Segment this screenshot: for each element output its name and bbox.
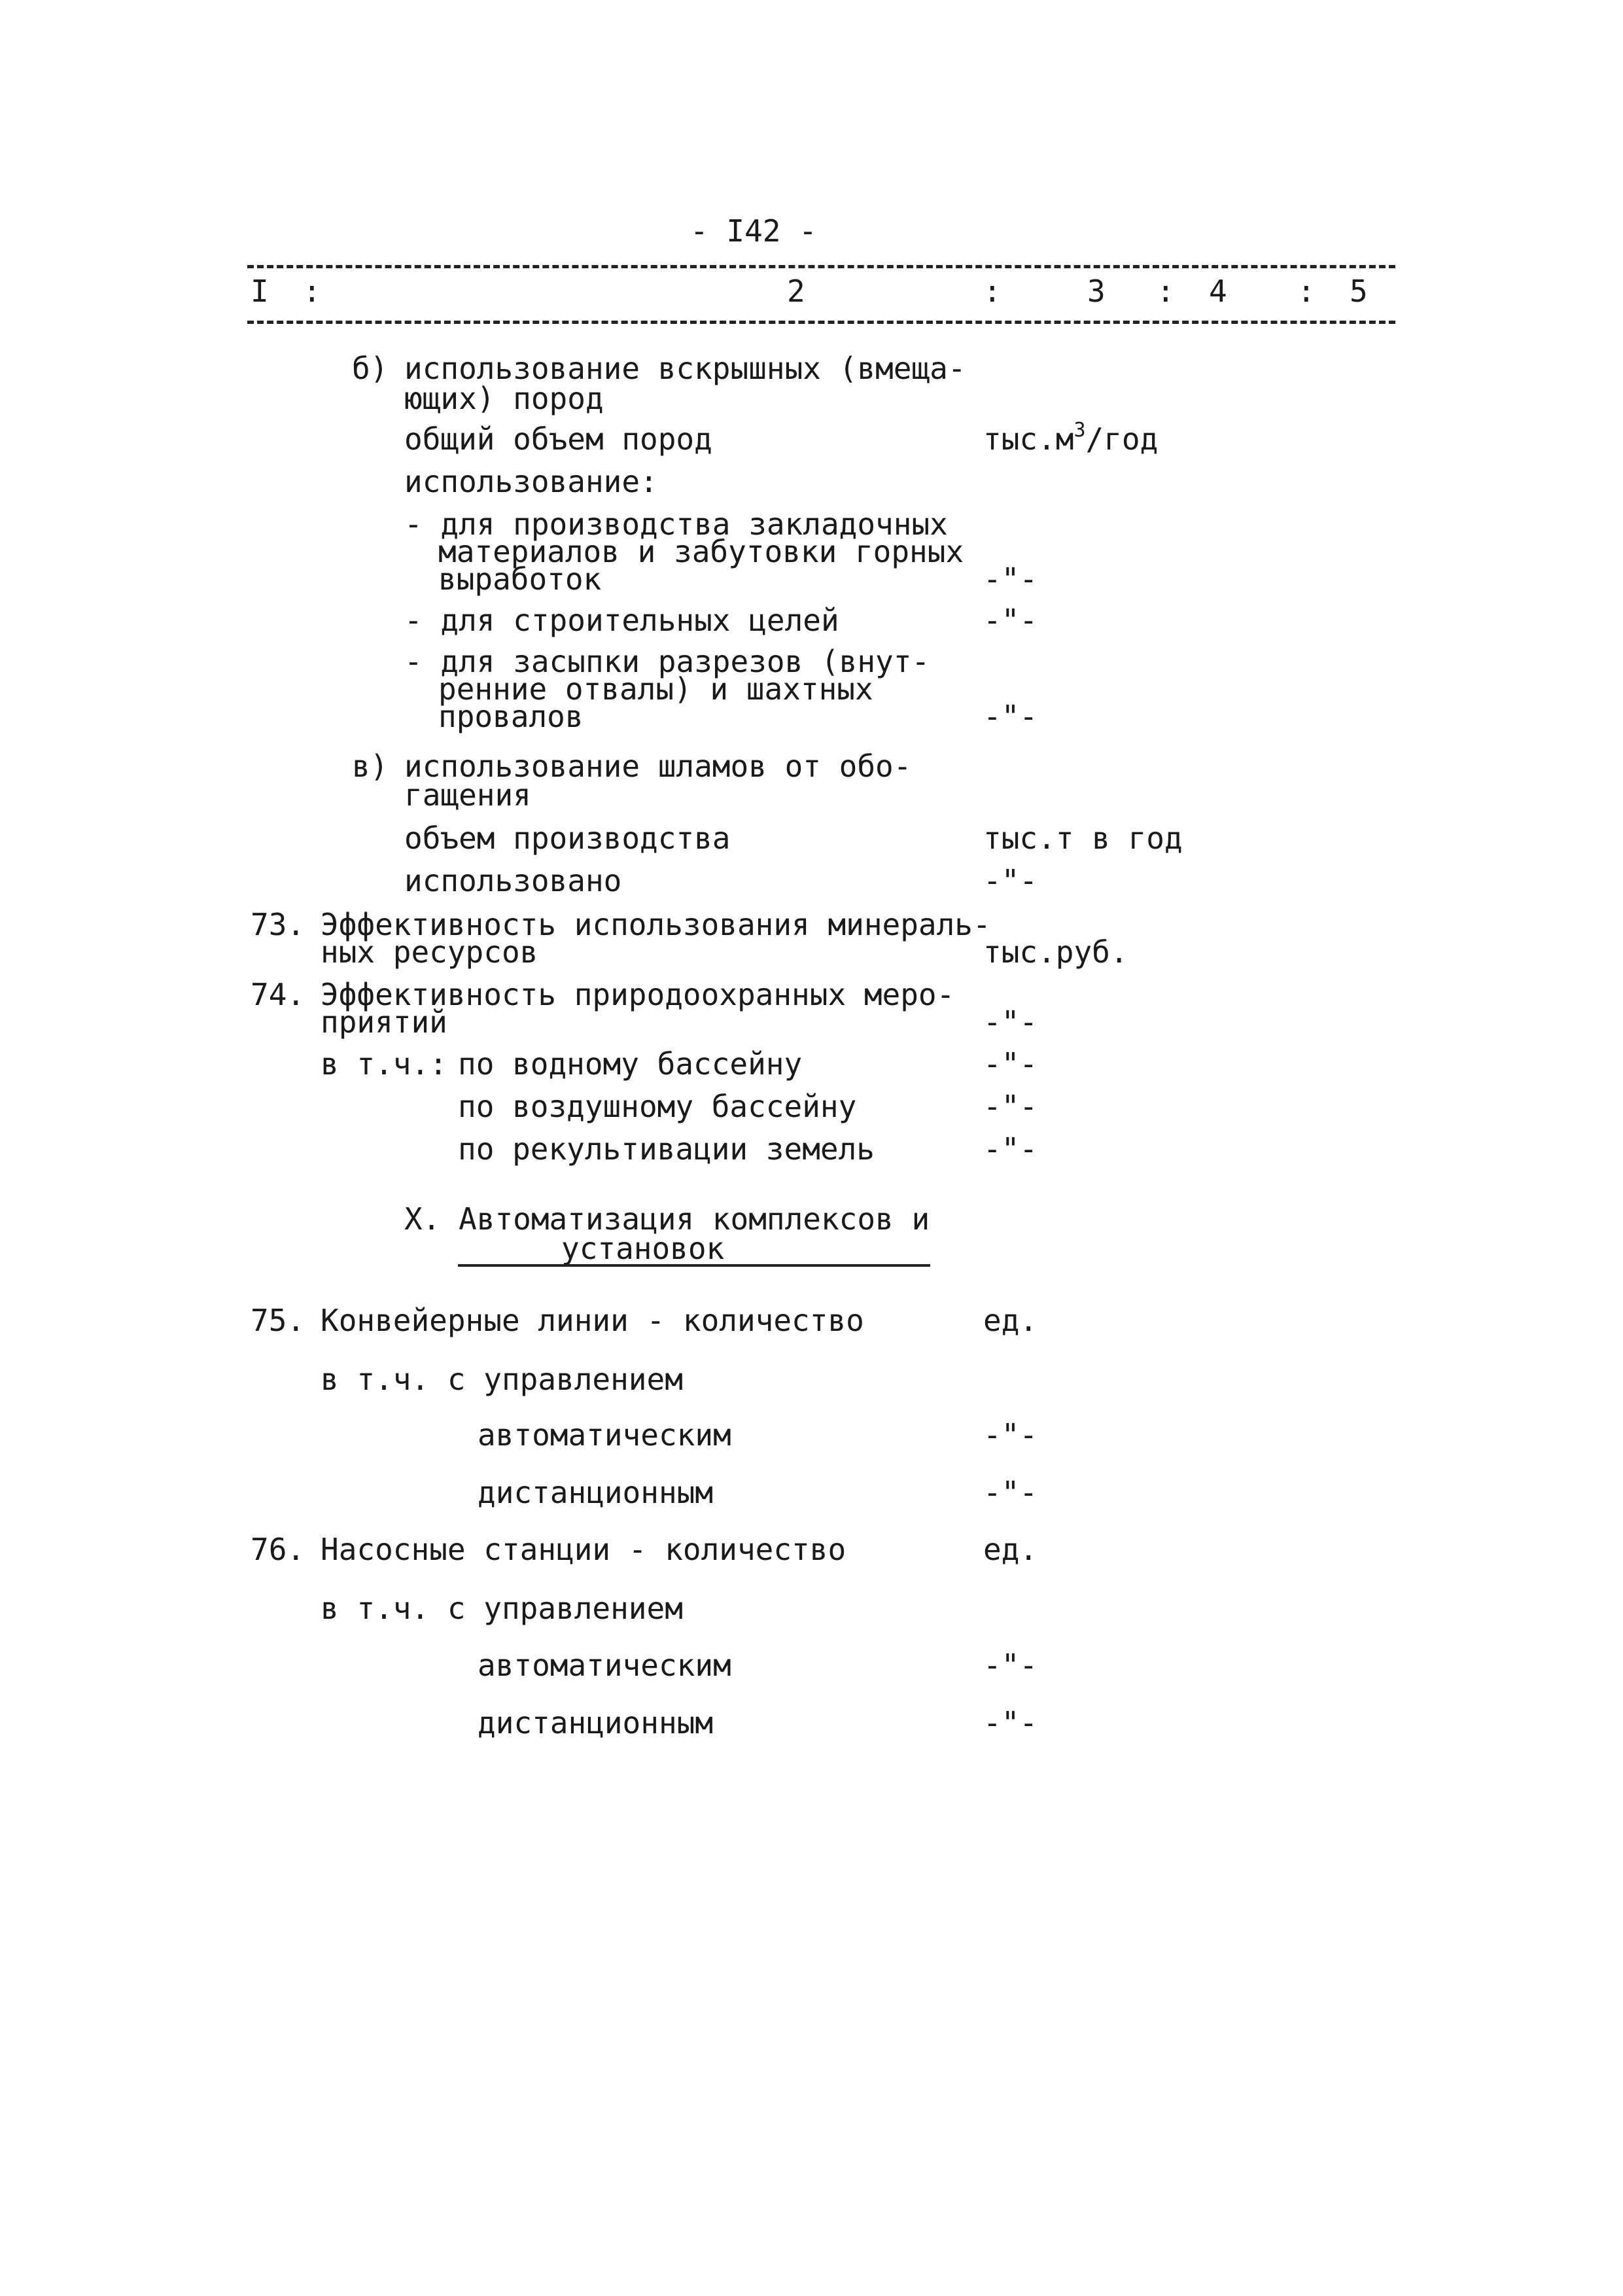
page-number: - I42 -: [690, 213, 817, 249]
row-unit: -"-: [983, 1705, 1038, 1740]
sub-item: по воздушному бассейну: [458, 1089, 857, 1124]
section-b-title: ющих) пород: [404, 381, 604, 416]
row-unit: -"-: [983, 1046, 1038, 1082]
row-unit: [983, 418, 1159, 457]
section-v-title: гащения: [404, 777, 531, 813]
section-heading: X. Автоматизация комплексов и: [404, 1201, 930, 1237]
item-number: 74.: [251, 977, 305, 1012]
section-b-label: б): [352, 351, 389, 386]
sub-item: автоматическим: [478, 1417, 731, 1453]
item-title: Насосные станции - количество: [321, 1532, 846, 1567]
list-item: провалов: [438, 699, 584, 734]
list-item: выработок: [438, 561, 602, 597]
row-unit: ед.: [983, 1532, 1038, 1567]
item-title: Конвейерные линии - количество: [321, 1303, 864, 1338]
col-header-2: 2: [787, 274, 805, 309]
list-item: материалов и забутовки горных: [438, 534, 964, 569]
row-label: использование:: [404, 464, 658, 499]
row-unit: -"-: [983, 1475, 1038, 1510]
row-label: общий объем пород: [404, 421, 712, 457]
item-number: 75.: [251, 1303, 305, 1338]
list-item: - для производства закладочных: [404, 506, 948, 542]
sub-item: по водному бассейну: [458, 1046, 803, 1082]
col-separator: :: [983, 274, 1002, 309]
header-rule-top: [247, 265, 1395, 268]
row-unit: -"-: [983, 699, 1038, 734]
row-unit: -"-: [983, 1648, 1038, 1683]
row-unit: тыс.руб.: [983, 934, 1128, 970]
sub-item: автоматическим: [478, 1648, 731, 1683]
header-rule-bottom: [247, 321, 1395, 324]
sub-item: дистанционным: [478, 1705, 714, 1740]
section-v-label: в): [352, 749, 389, 784]
col-header-3: 3: [1087, 274, 1106, 309]
col-separator: :: [303, 274, 321, 309]
col-header-1: I: [251, 274, 269, 309]
item-number: 73.: [251, 907, 305, 942]
list-item: - для засыпки разрезов (внут-: [404, 644, 930, 679]
incl-label: в т.ч. с управлением: [321, 1362, 683, 1397]
unit-superscript: 3: [1073, 418, 1086, 442]
item-number: 76.: [251, 1532, 305, 1567]
row-unit: -"-: [983, 1089, 1038, 1124]
item-title: Эффективность использования минераль-: [321, 907, 991, 942]
section-heading-underline: [458, 1264, 930, 1267]
section-heading: установок: [561, 1231, 725, 1266]
incl-label: в т.ч. с управлением: [321, 1591, 683, 1626]
row-unit: -"-: [983, 1131, 1038, 1167]
row-unit: -"-: [983, 1417, 1038, 1453]
item-title: ных ресурсов: [321, 934, 538, 970]
row-label: использовано: [404, 863, 622, 898]
item-title: приятий: [321, 1004, 447, 1040]
unit-text: тыс.м: [983, 421, 1074, 457]
row-unit: ед.: [983, 1303, 1038, 1338]
section-b-title: использование вскрышных (вмеща-: [404, 351, 966, 386]
list-item: ренние отвалы) и шахтных: [438, 671, 873, 707]
section-v-title: использование шламов от обо-: [404, 749, 912, 784]
row-unit: -"-: [983, 561, 1038, 597]
row-unit: тыс.т в год: [983, 821, 1183, 856]
col-separator: :: [1157, 274, 1175, 309]
item-title: Эффективность природоохранных меро-: [321, 977, 955, 1012]
col-separator: :: [1297, 274, 1316, 309]
sub-item: по рекультивации земель: [458, 1131, 875, 1167]
sub-item: дистанционным: [478, 1475, 714, 1510]
col-header-5: 5: [1350, 274, 1368, 309]
incl-label: в т.ч.:: [321, 1046, 447, 1082]
row-unit: -"-: [983, 1004, 1038, 1040]
row-unit: -"-: [983, 603, 1038, 638]
row-label: объем производства: [404, 821, 731, 856]
unit-text: /год: [1085, 421, 1159, 457]
list-item: - для строительных целей: [404, 603, 839, 638]
row-unit: -"-: [983, 863, 1038, 898]
col-header-4: 4: [1209, 274, 1227, 309]
